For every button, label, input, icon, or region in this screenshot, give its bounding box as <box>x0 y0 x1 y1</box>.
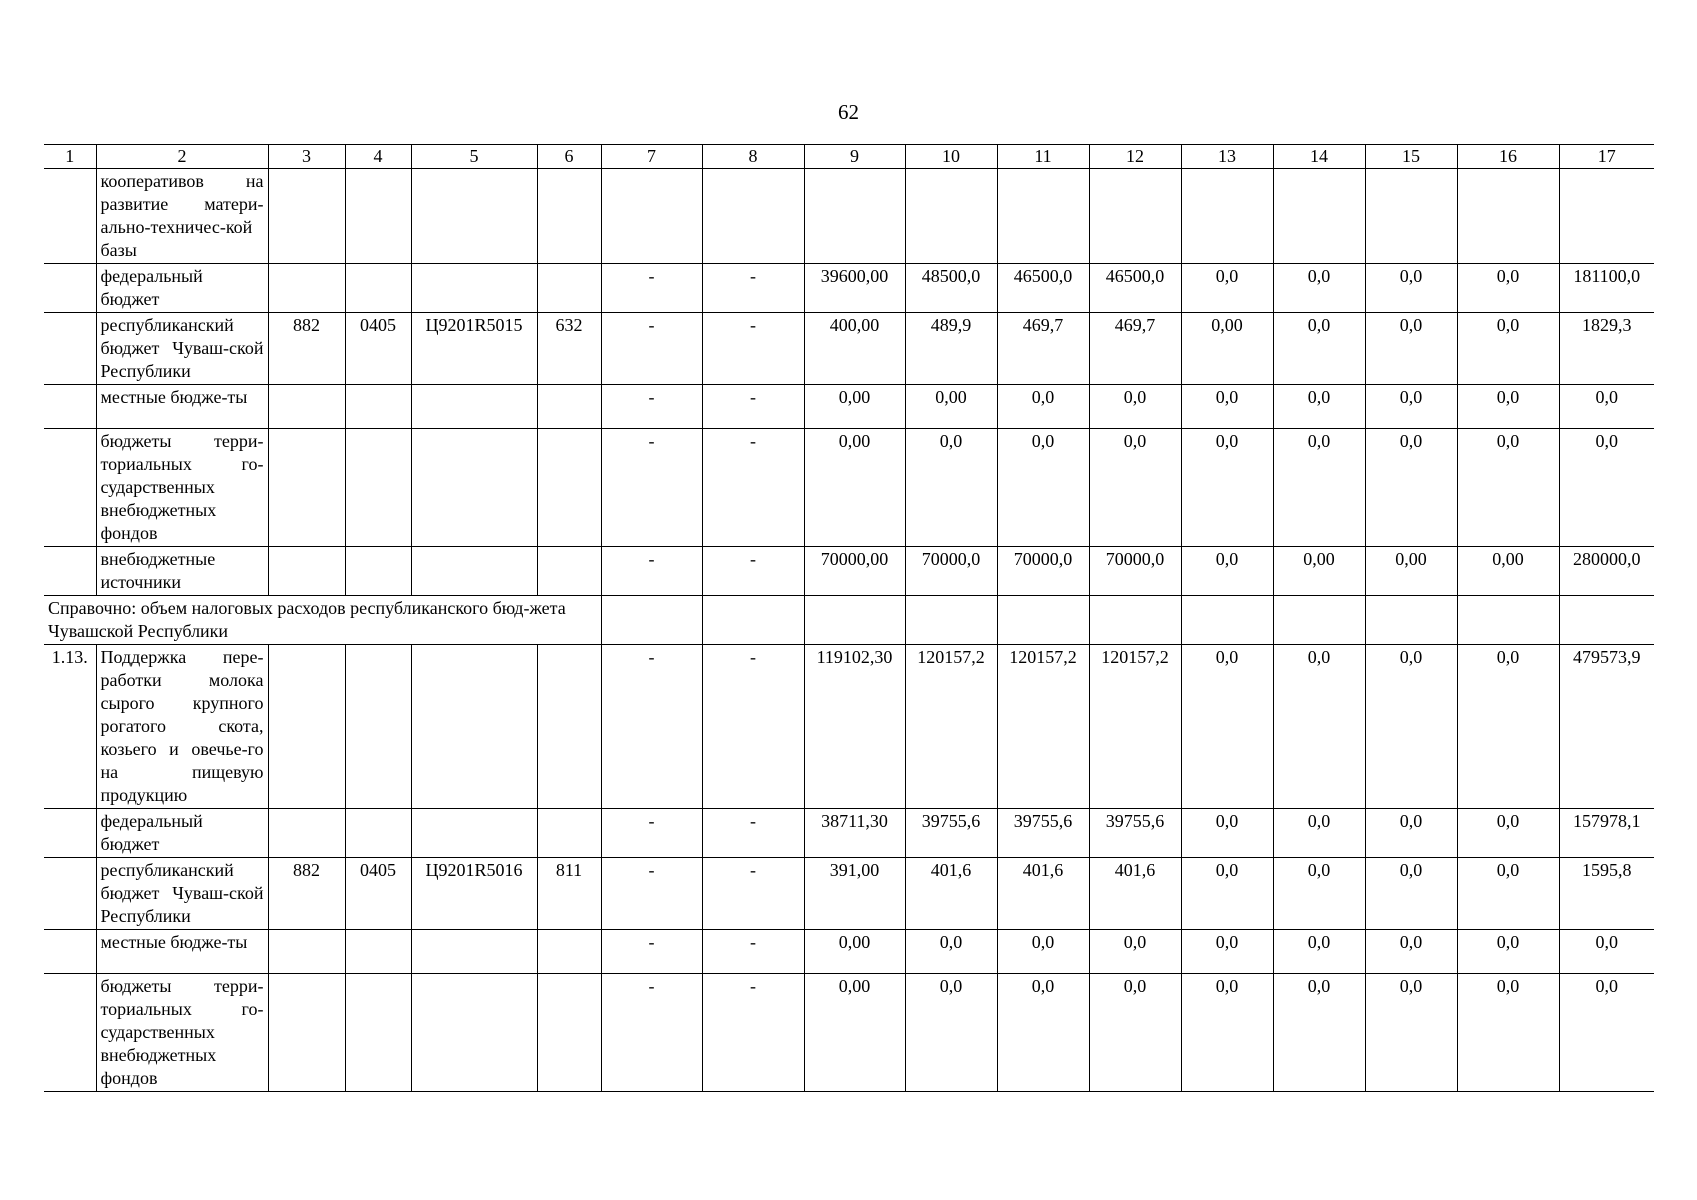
value-cell <box>1181 169 1273 264</box>
table-row <box>44 385 1654 429</box>
value-cell <box>905 169 997 264</box>
value-cell: 39755,6 <box>1089 809 1181 858</box>
value-cell: 0,00 <box>905 385 997 429</box>
header-cell: 14 <box>1273 145 1365 169</box>
code-target-article <box>411 169 537 264</box>
value-cell: 0,0 <box>1365 385 1457 429</box>
code-expense-group <box>537 809 601 858</box>
row-name: федеральный бюджет <box>96 264 268 313</box>
value-cell: 0,0 <box>1559 385 1654 429</box>
row-name: республиканский бюджет Чуваш-ской Республики <box>96 313 268 385</box>
value-cell: 48500,0 <box>905 264 997 313</box>
value-cell: 1595,8 <box>1559 858 1654 930</box>
value-cell: 0,00 <box>804 429 905 547</box>
row-name: бюджеты терри-ториальных го-сударственных внебюджетных фондов <box>96 429 268 547</box>
code-section <box>345 809 411 858</box>
row-number <box>44 974 96 1092</box>
table-row <box>44 645 1654 809</box>
code-target-article <box>411 645 537 809</box>
code-gv <box>268 809 345 858</box>
budget-table <box>44 144 1654 1092</box>
value-cell: 0,0 <box>1089 930 1181 974</box>
value-cell: 0,0 <box>1089 385 1181 429</box>
header-cell: 10 <box>905 145 997 169</box>
header-row <box>44 145 1654 169</box>
value-cell: 0,0 <box>1273 264 1365 313</box>
value-cell: 469,7 <box>997 313 1089 385</box>
header-cell: 7 <box>601 145 702 169</box>
code-gv: 882 <box>268 858 345 930</box>
empty-cell <box>1365 596 1457 645</box>
value-cell: 46500,0 <box>997 264 1089 313</box>
value-cell: 0,0 <box>1365 930 1457 974</box>
row-name: республиканский бюджет Чуваш-ской Республики <box>96 858 268 930</box>
code-expense-group <box>537 974 601 1092</box>
value-cell: 0,0 <box>1457 974 1559 1092</box>
value-cell: 120157,2 <box>1089 645 1181 809</box>
value-cell: 0,0 <box>1457 429 1559 547</box>
value-cell: 0,0 <box>1273 809 1365 858</box>
value-cell <box>804 169 905 264</box>
value-cell: 0,0 <box>1181 385 1273 429</box>
value-cell: - <box>601 858 702 930</box>
header-cell: 11 <box>997 145 1089 169</box>
value-cell: 46500,0 <box>1089 264 1181 313</box>
header-cell: 2 <box>96 145 268 169</box>
value-cell: 119102,30 <box>804 645 905 809</box>
code-section <box>345 385 411 429</box>
value-cell: 0,0 <box>1365 809 1457 858</box>
value-cell: 0,0 <box>1559 974 1654 1092</box>
value-cell: 0,0 <box>1365 974 1457 1092</box>
code-expense-group <box>537 645 601 809</box>
code-expense-group <box>537 169 601 264</box>
value-cell: 70000,0 <box>905 547 997 596</box>
row-name: федеральный бюджет <box>96 809 268 858</box>
value-cell: 0,0 <box>1181 858 1273 930</box>
code-expense-group <box>537 429 601 547</box>
header-cell: 15 <box>1365 145 1457 169</box>
value-cell: 0,0 <box>1273 930 1365 974</box>
row-name: местные бюдже-ты <box>96 385 268 429</box>
value-cell: 0,0 <box>1181 264 1273 313</box>
empty-cell <box>905 596 997 645</box>
value-cell: 479573,9 <box>1559 645 1654 809</box>
code-target-article <box>411 930 537 974</box>
value-cell: 70000,0 <box>1089 547 1181 596</box>
value-cell: 0,0 <box>997 429 1089 547</box>
value-cell: 489,9 <box>905 313 997 385</box>
row-name: внебюджетные источники <box>96 547 268 596</box>
value-cell: 0,0 <box>1181 429 1273 547</box>
table-row <box>44 930 1654 974</box>
code-gv <box>268 974 345 1092</box>
value-cell: 0,0 <box>1457 858 1559 930</box>
value-cell: - <box>702 547 804 596</box>
value-cell: 0,0 <box>1365 429 1457 547</box>
header-cell: 1 <box>44 145 96 169</box>
value-cell: - <box>601 809 702 858</box>
value-cell: 70000,0 <box>997 547 1089 596</box>
header-cell: 8 <box>702 145 804 169</box>
value-cell: 0,0 <box>1457 264 1559 313</box>
value-cell: 0,0 <box>1365 858 1457 930</box>
value-cell: 39600,00 <box>804 264 905 313</box>
code-section <box>345 264 411 313</box>
value-cell: - <box>702 385 804 429</box>
code-section: 0405 <box>345 858 411 930</box>
value-cell: 280000,0 <box>1559 547 1654 596</box>
empty-cell <box>601 596 702 645</box>
value-cell: 0,0 <box>997 930 1089 974</box>
empty-cell <box>804 596 905 645</box>
page-number: 62 <box>838 100 859 124</box>
value-cell: - <box>702 809 804 858</box>
code-gv <box>268 264 345 313</box>
header-cell: 9 <box>804 145 905 169</box>
code-section <box>345 645 411 809</box>
empty-cell <box>1559 596 1654 645</box>
row-number <box>44 858 96 930</box>
empty-cell <box>1273 596 1365 645</box>
value-cell: 0,00 <box>1273 547 1365 596</box>
value-cell: 469,7 <box>1089 313 1181 385</box>
header-cell: 16 <box>1457 145 1559 169</box>
code-gv <box>268 547 345 596</box>
row-number <box>44 930 96 974</box>
code-section: 0405 <box>345 313 411 385</box>
value-cell: 0,0 <box>1457 313 1559 385</box>
table-row <box>44 169 1654 264</box>
row-number: 1.13. <box>44 645 96 809</box>
value-cell: - <box>601 264 702 313</box>
value-cell: 157978,1 <box>1559 809 1654 858</box>
code-expense-group <box>537 930 601 974</box>
value-cell: 0,0 <box>1181 645 1273 809</box>
value-cell: 0,0 <box>905 974 997 1092</box>
table-row <box>44 547 1654 596</box>
value-cell: 0,00 <box>1365 547 1457 596</box>
code-target-article <box>411 974 537 1092</box>
value-cell: - <box>601 547 702 596</box>
code-target-article <box>411 809 537 858</box>
value-cell: - <box>702 429 804 547</box>
value-cell: 0,0 <box>1559 429 1654 547</box>
value-cell: 0,0 <box>1273 429 1365 547</box>
value-cell: 401,6 <box>1089 858 1181 930</box>
code-expense-group <box>537 385 601 429</box>
table-row <box>44 974 1654 1092</box>
code-target-article <box>411 264 537 313</box>
value-cell <box>601 169 702 264</box>
value-cell: 0,0 <box>1457 809 1559 858</box>
value-cell: 0,0 <box>1273 645 1365 809</box>
value-cell: - <box>702 645 804 809</box>
table-row <box>44 313 1654 385</box>
value-cell: 0,0 <box>1273 313 1365 385</box>
value-cell: - <box>702 858 804 930</box>
value-cell: 39755,6 <box>905 809 997 858</box>
header-cell: 12 <box>1089 145 1181 169</box>
code-gv <box>268 930 345 974</box>
row-name: кооперативов на развитие матери-ально-техничес-кой базы <box>96 169 268 264</box>
value-cell: 0,0 <box>1273 858 1365 930</box>
table-row <box>44 429 1654 547</box>
row-name: местные бюдже-ты <box>96 930 268 974</box>
value-cell: 0,0 <box>1089 429 1181 547</box>
value-cell: 70000,00 <box>804 547 905 596</box>
code-gv <box>268 385 345 429</box>
empty-cell <box>997 596 1089 645</box>
value-cell: 0,00 <box>804 974 905 1092</box>
value-cell: 0,0 <box>1089 974 1181 1092</box>
value-cell: 0,0 <box>905 930 997 974</box>
row-number <box>44 547 96 596</box>
header-cell: 5 <box>411 145 537 169</box>
row-number <box>44 385 96 429</box>
value-cell: 0,00 <box>804 930 905 974</box>
code-target-article <box>411 547 537 596</box>
value-cell: 0,0 <box>1181 930 1273 974</box>
value-cell: 0,0 <box>997 385 1089 429</box>
value-cell: 0,0 <box>1559 930 1654 974</box>
value-cell: 0,0 <box>1365 645 1457 809</box>
value-cell: 401,6 <box>997 858 1089 930</box>
value-cell: 39755,6 <box>997 809 1089 858</box>
row-number <box>44 809 96 858</box>
code-section <box>345 429 411 547</box>
value-cell: 1829,3 <box>1559 313 1654 385</box>
code-gv: 882 <box>268 313 345 385</box>
value-cell: 181100,0 <box>1559 264 1654 313</box>
value-cell: 0,00 <box>804 385 905 429</box>
value-cell: 0,0 <box>1181 547 1273 596</box>
value-cell: 0,0 <box>1457 930 1559 974</box>
value-cell <box>1365 169 1457 264</box>
header-cell: 6 <box>537 145 601 169</box>
value-cell: 0,0 <box>1181 974 1273 1092</box>
code-expense-group: 632 <box>537 313 601 385</box>
header-cell: 4 <box>345 145 411 169</box>
value-cell: 0,0 <box>1181 809 1273 858</box>
table-row <box>44 596 1654 645</box>
empty-cell <box>1457 596 1559 645</box>
header-cell: 3 <box>268 145 345 169</box>
value-cell: 120157,2 <box>997 645 1089 809</box>
value-cell: 391,00 <box>804 858 905 930</box>
value-cell: 0,0 <box>1273 974 1365 1092</box>
code-expense-group <box>537 264 601 313</box>
table-row <box>44 264 1654 313</box>
empty-cell <box>1089 596 1181 645</box>
value-cell: - <box>601 385 702 429</box>
reference-note: Справочно: объем налоговых расходов республиканского бюд-жета Чувашской Республики <box>44 596 601 645</box>
code-gv <box>268 169 345 264</box>
row-number <box>44 169 96 264</box>
code-expense-group <box>537 547 601 596</box>
row-name: Поддержка пере-работки молока сырого крупного рогатого скота, козьего и овечье-го на пищевую продукцию <box>96 645 268 809</box>
value-cell: - <box>702 930 804 974</box>
row-number <box>44 264 96 313</box>
value-cell: 0,0 <box>997 974 1089 1092</box>
code-gv <box>268 429 345 547</box>
value-cell: 0,0 <box>1457 385 1559 429</box>
row-name: бюджеты терри-ториальных го-сударственных внебюджетных фондов <box>96 974 268 1092</box>
header-cell: 17 <box>1559 145 1654 169</box>
code-target-article: Ц9201R5015 <box>411 313 537 385</box>
value-cell: 0,00 <box>1181 313 1273 385</box>
empty-cell <box>1181 596 1273 645</box>
code-section <box>345 547 411 596</box>
empty-cell <box>702 596 804 645</box>
value-cell: 400,00 <box>804 313 905 385</box>
code-expense-group: 811 <box>537 858 601 930</box>
value-cell <box>702 169 804 264</box>
value-cell <box>1089 169 1181 264</box>
value-cell: - <box>702 974 804 1092</box>
value-cell: 120157,2 <box>905 645 997 809</box>
row-number <box>44 313 96 385</box>
value-cell <box>997 169 1089 264</box>
code-section <box>345 930 411 974</box>
code-target-article <box>411 385 537 429</box>
code-gv <box>268 645 345 809</box>
value-cell: 0,0 <box>1365 313 1457 385</box>
value-cell <box>1457 169 1559 264</box>
code-section <box>345 169 411 264</box>
value-cell: - <box>601 974 702 1092</box>
header-cell: 13 <box>1181 145 1273 169</box>
value-cell: 401,6 <box>905 858 997 930</box>
value-cell: - <box>601 313 702 385</box>
value-cell: 0,0 <box>905 429 997 547</box>
table-row <box>44 809 1654 858</box>
value-cell: 0,0 <box>1457 645 1559 809</box>
value-cell: - <box>702 264 804 313</box>
value-cell: - <box>601 645 702 809</box>
value-cell: 0,0 <box>1365 264 1457 313</box>
value-cell: - <box>702 313 804 385</box>
value-cell: 0,00 <box>1457 547 1559 596</box>
value-cell: - <box>601 429 702 547</box>
value-cell <box>1559 169 1654 264</box>
table-row <box>44 858 1654 930</box>
row-number <box>44 429 96 547</box>
value-cell: - <box>601 930 702 974</box>
value-cell <box>1273 169 1365 264</box>
value-cell: 38711,30 <box>804 809 905 858</box>
code-target-article: Ц9201R5016 <box>411 858 537 930</box>
code-target-article <box>411 429 537 547</box>
code-section <box>345 974 411 1092</box>
value-cell: 0,0 <box>1273 385 1365 429</box>
